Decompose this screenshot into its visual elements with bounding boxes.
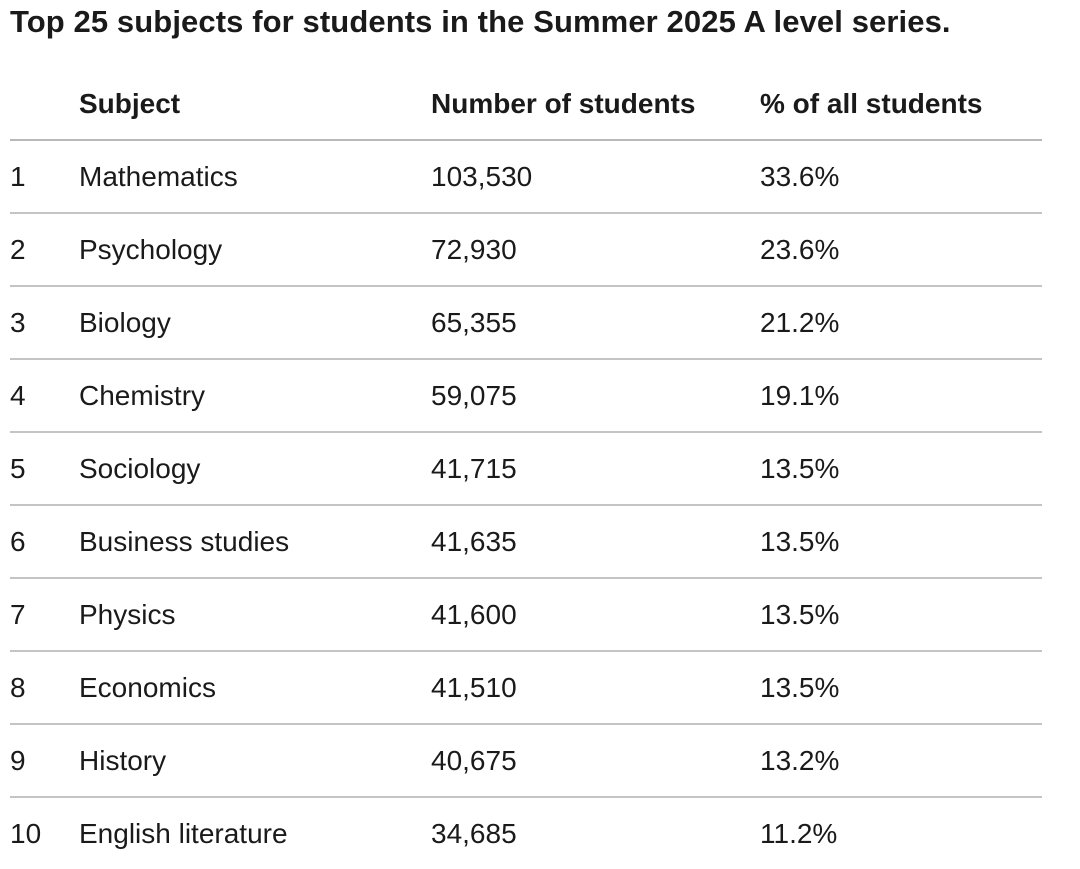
student-count-cell: 41,635 (431, 505, 760, 578)
rank-cell: 3 (10, 286, 79, 359)
percent-cell: 13.2% (760, 724, 1042, 797)
table-row (10, 578, 1042, 651)
subject-cell: Economics (79, 651, 431, 724)
percent-cell: 13.5% (760, 651, 1042, 724)
rank-cell: 6 (10, 505, 79, 578)
header-subject: Subject (79, 68, 431, 140)
subjects-table (10, 68, 1042, 869)
percent-cell: 11.2% (760, 817, 838, 849)
rank-cell: 9 (10, 724, 79, 797)
table-row (10, 724, 1042, 797)
rank-cell: 5 (10, 432, 79, 505)
rank-cell: 4 (10, 359, 79, 432)
header-number-of-students: Number of students (431, 68, 760, 140)
student-count-cell: 40,675 (431, 724, 760, 797)
subject-cell: Business studies (79, 505, 431, 578)
rank-cell: 7 (10, 578, 79, 651)
student-count-cell: 103,530 (431, 140, 760, 213)
header-percent-of-students: % of all students (760, 68, 1042, 140)
table-row (10, 505, 1042, 578)
percent-cell: 23.6% (760, 213, 1042, 286)
table-row (10, 286, 1042, 359)
student-count-cell: 72,930 (431, 213, 760, 286)
page-title: Top 25 subjects for students in the Summer 2025 A level series. (10, 4, 951, 39)
percent-cell: 21.2% (760, 286, 1042, 359)
percent-cell: 19.1% (760, 359, 1042, 432)
table-row (10, 432, 1042, 505)
table-row (10, 651, 1042, 724)
table-row (10, 140, 1042, 213)
percent-cell: 13.5% (760, 432, 1042, 505)
table-row (10, 797, 1042, 869)
subject-cell: Chemistry (79, 359, 431, 432)
subject-cell: Psychology (79, 213, 431, 286)
rank-cell: 8 (10, 651, 79, 724)
student-count-cell: 41,510 (431, 651, 760, 724)
percent-cell: 13.5% (760, 505, 1042, 578)
student-count-cell: 59,075 (431, 359, 760, 432)
subject-cell: English literature (79, 817, 288, 849)
percent-cell: 33.6% (760, 140, 1042, 213)
subject-cell: Mathematics (79, 140, 431, 213)
table-row (10, 359, 1042, 432)
table-row (10, 213, 1042, 286)
student-count-cell: 65,355 (431, 286, 760, 359)
rank-cell: 1 (10, 140, 79, 213)
rank-cell: 10 (10, 817, 42, 849)
table-header-row (10, 68, 1042, 140)
subject-cell: Physics (79, 578, 431, 651)
student-count-cell: 41,600 (431, 578, 760, 651)
subject-cell: Biology (79, 286, 431, 359)
header-rank (10, 68, 79, 140)
rank-cell: 2 (10, 213, 79, 286)
subject-cell: Sociology (79, 432, 431, 505)
student-count-cell: 41,715 (431, 432, 760, 505)
percent-cell: 13.5% (760, 578, 1042, 651)
subject-cell: History (79, 724, 431, 797)
student-count-cell: 34,685 (431, 817, 517, 849)
